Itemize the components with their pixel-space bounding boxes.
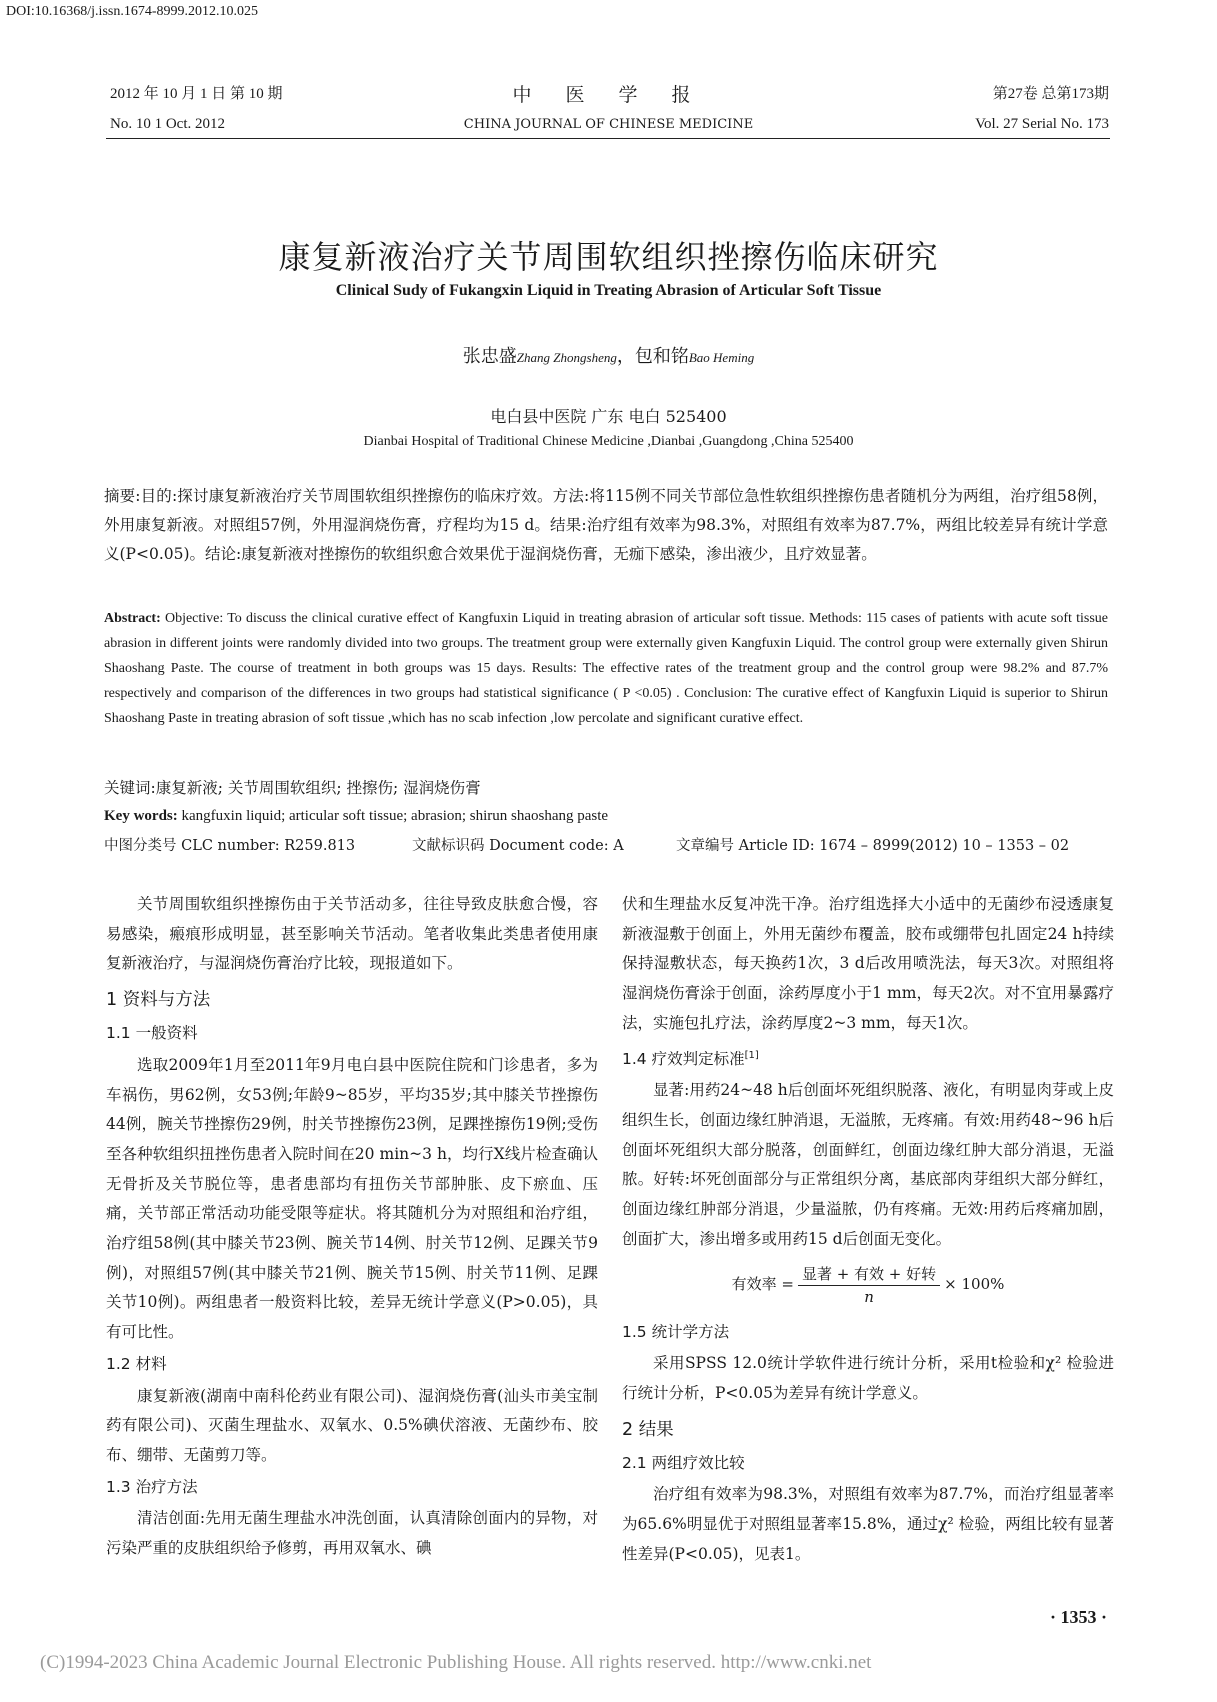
abstract-en-label: Abstract: xyxy=(104,611,161,626)
keywords-cn xyxy=(104,774,1108,803)
volume-en: Vol. 27 Serial No. 173 xyxy=(975,116,1109,132)
abstract-cn xyxy=(104,482,1108,569)
section-1-2-paragraph: 康复新液(湖南中南科伦药业有限公司)、湿润烧伤膏(汕头市美宝制药有限公司)、灭菌生理盐水、双氧水、0.5%碘伏溶液、无菌纱布、胶布、绷带、无菌剪刀等。 xyxy=(106,1386,598,1464)
authors xyxy=(0,342,1217,368)
section-1-4-paragraph: 显著:用药24~48 h后创面坏死组织脱落、液化，有明显肉芽或上皮组织生长，创面边缘红肿消退，无溢脓，无疼痛。有效:用药48~96 h后创面坏死组织大部分脱落，创面鲜红，创面边缘红肿大部分消退，无溢脓。好转:坏死创面部分与正常组织分离，基底部肉芽组织大部分鲜红，创面边缘红肿部分消退，少量溢脓，仍有疼痛。无效:用药后疼痛加剧，创面扩大，渗出增多或用药15 d后创面无变化。 xyxy=(622,1081,1114,1248)
section-1-3-heading: 1.3 治疗方法 xyxy=(106,1477,198,1496)
section-1-1-paragraph: 选取2009年1月至2011年9月电白县中医院住院和门诊患者，多为车祸伤，男62例，女53例;年龄9~85岁，平均35岁;其中膝关节挫擦伤44例，腕关节挫擦伤29例，肘关节挫擦伤23例，足踝挫擦伤19例;受伤至各种软组织扭挫伤患者入院时间在20 min~3 h，均行X线片检查确认无骨折及关节脱位等，患者患部均有扭伤关节部肿胀、皮下瘀血、压痛，关节部正常活动功能受限等症状。将其随机分为对照组和治疗组，治疗组58例(其中膝关节23例、腕关节14例、肘关节12例、足踝关节9例)，对照组57例(其中膝关节21例、腕关节15例、肘关节11例、足踝关节10例)。两组患者一般资料比较，差异无统计学意义(P>0.05)，具有可比性。 xyxy=(106,1055,598,1342)
formula-fraction xyxy=(798,1263,940,1308)
abstract-en-text: Objective: To discuss the clinical curative effect of Kangfuxin Liquid in treating abrasion of articular soft tissue. Methods: 115 cases of patients with acute soft tissue abrasion in different joints were randomly divided into two groups. The treatment group were externally given Kangfuxin Liquid. The control group were externally given Shirun Shaoshang Paste. The course of treatment in both groups was 15 days. Results: The effective rates of the treatment group and the control group were 98.2% and 87.7% respectively and comparison of the differences in two groups had statistical significance ( P <0.05) . Conclusion: The curative effect of Kangfuxin Liquid is superior to Shirun Shaoshang Paste in treating abrasion of soft tissue ,which has no scab infection ,low percolate and significant curative effect. xyxy=(104,611,1108,726)
efficacy-formula xyxy=(622,1263,1114,1308)
section-1-5-paragraph: 采用SPSS 12.0统计学软件进行统计分析，采用t检验和χ² 检验进行统计分析，P<0.05为差异有统计学意义。 xyxy=(622,1354,1114,1402)
section-1-3-continued: 伏和生理盐水反复冲洗干净。治疗组选择大小适中的无菌纱布浸透康复新液湿敷于创面上，外用无菌纱布覆盖，胶布或绷带包扎固定24 h持续保持湿敷状态，每天换药1次，3 d后改用喷洗法，每天3次。对照组将湿润烧伤膏涂于创面，涂药厚度小于1 mm，每天2次。对不宜用暴露疗法，实施包扎疗法，涂药厚度2~3 mm，每天1次。 xyxy=(622,895,1114,1032)
formula-rhs: × 100% xyxy=(944,1275,1005,1294)
section-1-1-heading: 1.1 一般资料 xyxy=(106,1024,198,1043)
keywords-cn-label: 关键词: xyxy=(104,779,156,797)
abstract-cn-text: 目的:探讨康复新液治疗关节周围软组织挫擦伤的临床疗效。方法:将115例不同关节部位急性软组织挫擦伤患者随机分为两组，治疗组58例，外用康复新液。对照组57例，外用湿润烧伤膏，疗程均为15 d。结果:治疗组有效率为98.3%，对照组有效率为87.7%，两组比较差异有统计学意义(P<0.05)。结论:康复新液对挫擦伤的软组织愈合效果优于湿润烧伤膏，无痂下感染，渗出液少，且疗效显著。 xyxy=(104,487,1108,563)
section-1-heading: 1 资料与方法 xyxy=(106,990,211,1011)
volume-cn: 第27卷 总第173期 xyxy=(992,86,1109,102)
document-code: 文献标识码 Document code: A xyxy=(412,838,624,854)
section-1-4-title: 1.4 疗效判定标准 xyxy=(622,1049,745,1068)
author-2-pinyin: Bao Heming xyxy=(688,350,755,365)
author-1-cn: 张忠盛 xyxy=(462,346,517,367)
header-rule xyxy=(106,138,1110,139)
left-column xyxy=(106,890,598,1564)
abstract-en xyxy=(104,606,1108,731)
affiliation-en: Dianbai Hospital of Traditional Chinese Medicine ,Dianbai ,Guangdong ,China 525400 xyxy=(363,434,854,449)
doi-line: DOI:10.16368/j.issn.1674-8999.2012.10.025 xyxy=(6,4,258,19)
section-2-heading: 2 结果 xyxy=(622,1419,674,1440)
affiliation-cn: 电白县中医院 广东 电白 525400 xyxy=(490,407,727,426)
keywords-en xyxy=(104,804,1108,829)
issue-date-en: No. 10 1 Oct. 2012 xyxy=(110,116,225,132)
section-2-1-paragraph: 治疗组有效率为98.3%，对照组有效率为87.7%，而治疗组显著率为65.6%明显优于对照组显著率15.8%，通过χ² 检验，两组比较有显著性差异(P<0.05)，见表1。 xyxy=(622,1485,1114,1563)
formula-numerator: 显著 + 有效 + 好转 xyxy=(798,1263,940,1286)
title-en: Clinical Sudy of Fukangxin Liquid in Treating Abrasion of Articular Soft Tissue xyxy=(335,282,882,299)
issue-date-cn: 2012 年 10 月 1 日 第 10 期 xyxy=(110,86,283,102)
section-1-4-heading xyxy=(622,1041,1114,1075)
keywords-cn-text: 康复新液; 关节周围软组织; 挫擦伤; 湿润烧伤膏 xyxy=(155,779,481,797)
copyright-footer: (C)1994-2023 China Academic Journal Electronic Publishing House. All rights reserved. http://www.cnki.net xyxy=(40,1652,872,1673)
journal-name-cn: 中 医 学 报 xyxy=(512,84,705,106)
section-1-3-paragraph: 清洁创面:先用无菌生理盐水冲洗创面，认真清除创面内的异物，对污染严重的皮肤组织给予修剪，再用双氧水、碘 xyxy=(106,1509,598,1558)
abstract-cn-label: 摘要: xyxy=(104,487,141,505)
formula-denominator: n xyxy=(864,1287,874,1306)
clc-number: 中图分类号 CLC number: R259.813 xyxy=(104,838,356,854)
title-cn: 康复新液治疗关节周围软组织挫擦伤临床研究 xyxy=(278,238,939,276)
journal-name-en: CHINA JOURNAL OF CHINESE MEDICINE xyxy=(463,117,754,132)
author-separator: ， xyxy=(616,346,635,367)
author-2-cn: 包和铭 xyxy=(634,346,689,367)
section-2-1-heading: 2.1 两组疗效比较 xyxy=(622,1453,745,1472)
keywords-en-text: kangfuxin liquid; articular soft tissue; abrasion; shirun shaoshang paste xyxy=(177,808,609,824)
intro-paragraph: 关节周围软组织挫擦伤由于关节活动多，往往导致皮肤愈合慢，容易感染，瘢痕形成明显，甚至影响关节活动。笔者收集此类患者使用康复新液治疗，与湿润烧伤膏治疗比较，现报道如下。 xyxy=(106,895,598,973)
reference-marker: [1] xyxy=(744,1049,759,1061)
page-number: · 1353 · xyxy=(1049,1607,1107,1627)
author-1-pinyin: Zhang Zhongsheng xyxy=(516,350,617,365)
section-1-5-heading: 1.5 统计学方法 xyxy=(622,1322,730,1341)
article-id: 文章编号 Article ID: 1674 – 8999(2012) 10 – 1353 – 02 xyxy=(676,838,1070,854)
right-column xyxy=(622,890,1114,1570)
section-1-2-heading: 1.2 材料 xyxy=(106,1354,167,1373)
formula-lhs: 有效率 = xyxy=(731,1275,794,1294)
keywords-en-label: Key words: xyxy=(104,808,178,824)
